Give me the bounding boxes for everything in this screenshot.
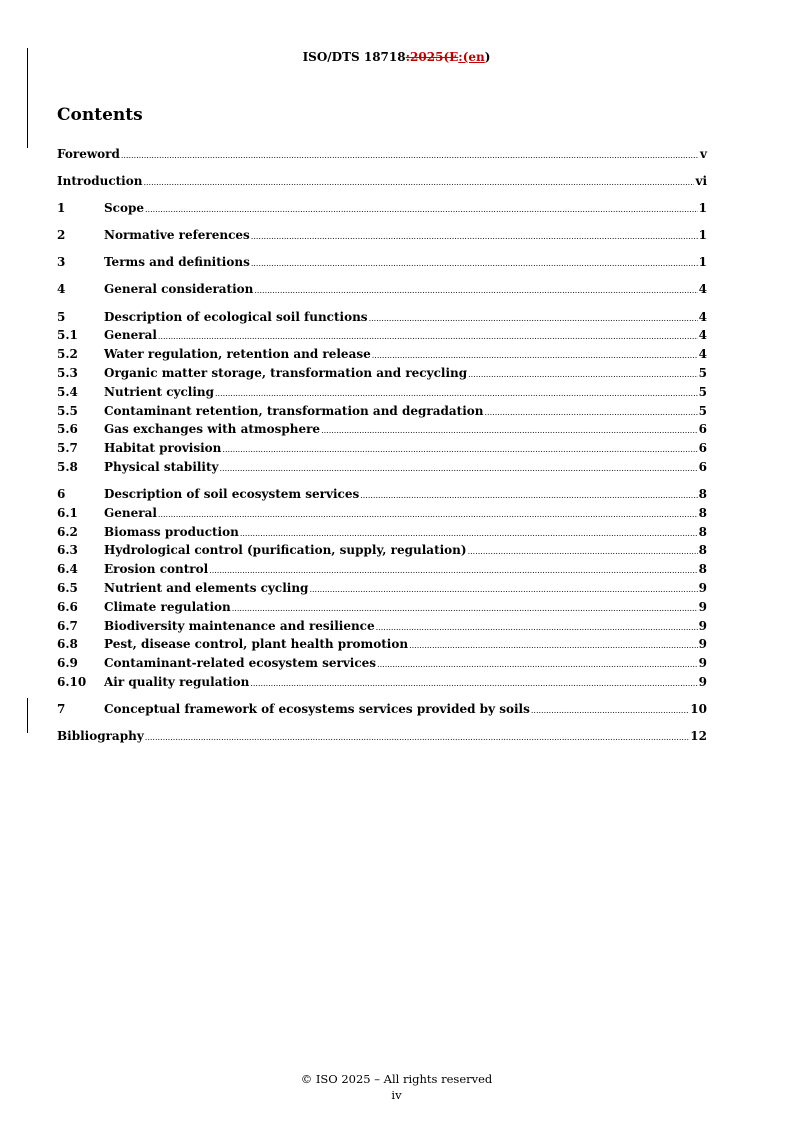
toc-leader-dots [251,229,698,246]
toc-leader-dots [145,202,698,219]
toc-entry-number: 3 [57,255,66,270]
toc-entry-number: 5.8 [57,459,78,474]
toc-entry-title: Water regulation, retention and release [104,347,371,362]
toc-entry-number: 5.5 [57,403,78,418]
toc-entry-number: 6.2 [57,524,78,539]
inserted-text: :(en [458,50,485,64]
toc-entry[interactable] [57,146,707,165]
toc-entry[interactable] [57,636,707,655]
toc-entry-title: Hydrological control (purification, supply, regulation) [104,543,467,558]
toc-entry-page: 1 [698,255,707,270]
toc-entry-number: 5.1 [57,328,78,343]
toc-entry-number: 6.1 [57,505,78,520]
table-of-contents [57,146,707,747]
toc-leader-dots [360,488,697,505]
page-number: iv [391,1088,402,1102]
toc-entry-title: Description of ecological soil functions [104,309,368,324]
toc-entry[interactable] [57,655,707,674]
toc-entry[interactable] [57,524,707,543]
toc-entry-number: 6 [57,487,66,502]
toc-entry-page: 9 [698,637,707,652]
toc-entry[interactable] [57,701,707,720]
toc-entry[interactable] [57,674,707,693]
toc-entry[interactable] [57,542,707,561]
toc-entry-number: 4 [57,282,66,297]
toc-entry-page: 4 [698,347,707,362]
toc-leader-dots [220,461,698,478]
toc-leader-dots [254,283,697,300]
toc-entry-number: 6.8 [57,637,78,652]
toc-entry-page: 8 [698,505,707,520]
toc-leader-dots [158,329,698,346]
toc-leader-dots [409,638,698,655]
toc-entry-title: Contaminant retention, transformation and degradation [104,403,484,418]
toc-entry-page: 9 [698,618,707,633]
toc-entry-page: 4 [698,282,707,297]
toc-entry-title: Conceptual framework of ecosystems services provided by soils [104,702,530,717]
toc-leader-dots [309,582,697,599]
toc-entry-page: 9 [698,581,707,596]
toc-entry-page: 10 [690,702,707,717]
toc-entry-title: Erosion control [104,562,209,577]
toc-entry-page: 8 [698,562,707,577]
doc-id: ISO/DTS 18718 [302,50,406,64]
toc-entry-title: General [104,328,157,343]
toc-entry-number: 6.4 [57,562,78,577]
toc-entry-number: 5.2 [57,347,78,362]
toc-leader-dots [240,526,698,543]
toc-entry-page: v [700,147,707,161]
toc-entry-title: Description of soil ecosystem services [104,487,360,502]
deleted-text: :2025(E [405,50,459,64]
toc-entry-title: General consideration [104,282,254,297]
toc-entry-page: 4 [698,328,707,343]
toc-entry-page: 5 [698,384,707,399]
toc-entry[interactable] [57,505,707,524]
toc-entry[interactable] [57,728,707,747]
toc-entry-number: 1 [57,201,66,216]
toc-entry-page: 5 [698,403,707,418]
toc-entry[interactable] [57,346,707,365]
toc-leader-dots [145,730,690,747]
toc-leader-dots [485,405,698,422]
toc-entry[interactable] [57,580,707,599]
toc-entry-title: Bibliography [57,729,144,744]
toc-entry-title: General [104,505,157,520]
toc-entry[interactable] [57,254,707,273]
toc-entry-number: 6.9 [57,656,78,671]
header-close: ) [484,50,491,64]
toc-leader-dots [222,442,697,459]
page-header [0,50,793,64]
toc-entry-title: Scope [104,201,145,216]
toc-entry-title: Foreword [57,147,120,161]
toc-entry-number: 2 [57,228,66,243]
toc-leader-dots [158,507,698,524]
toc-entry[interactable] [57,599,707,618]
toc-entry-number: 5.4 [57,384,78,399]
toc-leader-dots [121,148,699,165]
toc-entry[interactable] [57,309,707,328]
toc-entry-page: 6 [698,441,707,456]
toc-entry-number: 6.3 [57,543,78,558]
toc-entry-title: Introduction [57,174,143,189]
toc-entry[interactable] [57,227,707,246]
toc-entry-title: Contaminant-related ecosystem services [104,656,377,671]
change-bar-bottom [27,698,28,733]
toc-entry-number: 7 [57,702,66,717]
toc-entry-title: Nutrient and elements cycling [104,581,309,596]
toc-leader-dots [209,563,697,580]
toc-entry[interactable] [57,365,707,384]
toc-entry[interactable] [57,200,707,219]
toc-entry-number: 6.10 [57,675,87,689]
toc-entry-title: Habitat provision [104,441,222,456]
toc-leader-dots [377,657,698,674]
toc-entry-number: 5 [57,309,66,324]
toc-entry-number: 6.5 [57,581,78,596]
page-footer [0,1071,793,1103]
toc-leader-dots [215,386,698,403]
toc-entry-number: 6.6 [57,599,78,614]
toc-entry-title: Air quality regulation [104,675,250,689]
toc-entry-page: 12 [690,729,707,744]
toc-entry[interactable] [57,486,707,505]
toc-entry-page: 8 [698,524,707,539]
toc-leader-dots [251,256,698,273]
toc-leader-dots [531,703,689,720]
toc-entry[interactable] [57,618,707,637]
toc-entry-page: vi [695,174,707,189]
toc-entry[interactable] [57,421,707,440]
toc-entry[interactable] [57,440,707,459]
toc-entry-title: Pest, disease control, plant health promotion [104,637,409,652]
toc-leader-dots [468,544,698,561]
toc-entry-number: 5.6 [57,422,78,437]
toc-entry-page: 6 [698,459,707,474]
toc-entry-title: Biodiversity maintenance and resilience [104,618,375,633]
toc-entry-title: Physical stability [104,459,219,474]
page-title: Contents [57,105,143,125]
toc-leader-dots [321,423,698,440]
toc-leader-dots [232,601,698,618]
toc-entry-page: 8 [698,487,707,502]
toc-entry-page: 9 [698,656,707,671]
toc-entry-page: 1 [698,201,707,216]
toc-leader-dots [143,175,694,192]
toc-entry-number: 5.7 [57,441,78,456]
toc-leader-dots [250,676,697,693]
toc-entry-page: 4 [698,309,707,324]
toc-entry[interactable] [57,403,707,422]
toc-leader-dots [369,311,698,328]
toc-entry-page: 8 [698,543,707,558]
toc-entry-page: 1 [698,228,707,243]
toc-entry-title: Nutrient cycling [104,384,215,399]
toc-entry-title: Gas exchanges with atmosphere [104,422,321,437]
toc-entry-title: Terms and definitions [104,255,250,270]
toc-entry-title: Climate regulation [104,599,231,614]
toc-leader-dots [468,367,698,384]
toc-entry[interactable] [57,384,707,403]
toc-entry-title: Organic matter storage, transformation and recycling [104,365,468,380]
toc-entry-page: 5 [698,365,707,380]
toc-entry-title: Normative references [104,228,250,243]
toc-entry-number: 5.3 [57,365,78,380]
copyright: © ISO 2025 – All rights reserved [300,1072,493,1086]
toc-entry-page: 9 [698,599,707,614]
toc-entry[interactable] [57,459,707,478]
toc-entry[interactable] [57,327,707,346]
toc-entry[interactable] [57,281,707,300]
toc-entry[interactable] [57,173,707,192]
toc-leader-dots [376,620,698,637]
toc-entry-page: 9 [698,675,707,689]
toc-entry[interactable] [57,561,707,580]
toc-entry-number: 6.7 [57,618,78,633]
toc-leader-dots [372,348,698,365]
toc-entry-page: 6 [698,422,707,437]
toc-entry-title: Biomass production [104,524,239,539]
